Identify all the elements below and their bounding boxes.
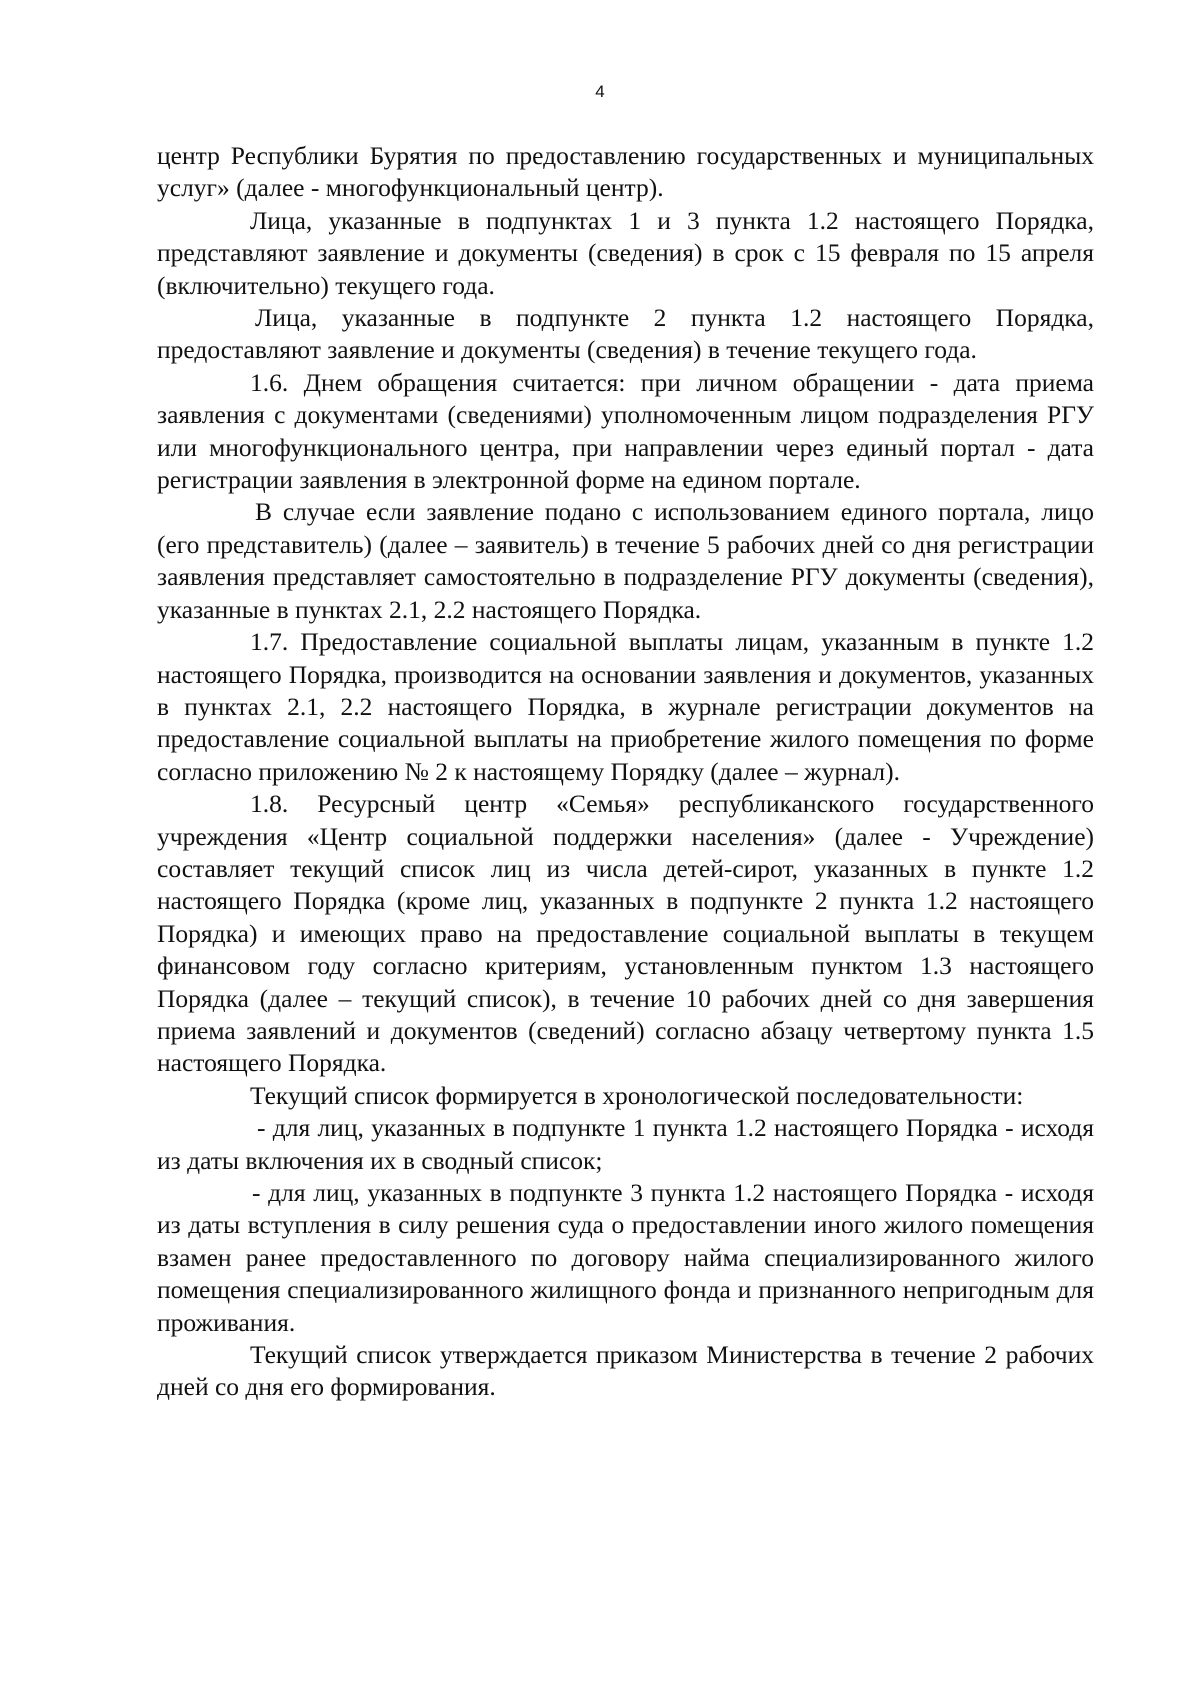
document-body xyxy=(157,140,1094,1404)
paragraph-1-8: 1.8. Ресурсный центр «Семья» республиканского государственного учреждения «Центр социальной поддержки населения» (далее - Учреждение) составляет текущий список лиц из числа детей-сирот, указанных в пункте 1.2 настоящего Порядка (кроме лиц, указанных в подпункте 2 пункта 1.2 настоящего Порядка) и имеющих право на предоставление социальной выплаты в текущем финансовом году согласно критериям, установленным пунктом 1.3 настоящего Порядка (далее – текущий список), в течение 10 рабочих дней со дня завершения приема заявлений и документов (сведений) согласно абзацу четвертому пункта 1.5 настоящего Порядка. xyxy=(157,789,1094,1078)
list-item-subpoint-3: - для лиц, указанных в подпункте 3 пункта 1.2 настоящего Порядка - исходя из даты вступления в силу решения суда о предоставлении иного жилого помещения взамен ранее предоставленного по договору найма специализированного жилого помещения специализированного жилищного фонда и признанного непригодным для проживания. xyxy=(157,1178,1094,1337)
paragraph-chronological-order: Текущий список формируется в хронологической последовательности: xyxy=(250,1080,1024,1110)
list-item-subpoint-1: - для лиц, указанных в подпункте 1 пункта 1.2 настоящего Порядка - исходя из даты включения их в сводный список; xyxy=(157,1113,1094,1175)
paragraph-portal-application: В случае если заявление подано с использованием единого портала, лицо (его представитель) (далее – заявитель) в течение 5 рабочих дней со дня регистрации заявления представляет самостоятельно в подразделение РГУ документы (сведения), указанные в пунктах 2.1, 2.2 настоящего Порядка. xyxy=(157,497,1094,624)
paragraph-mfc-continuation: центр Республики Бурятия по предоставлению государственных и муниципальных услуг» (далее - многофункциональный центр). xyxy=(157,141,1094,203)
paragraph-list-approval: Текущий список утверждается приказом Министерства в течение 2 рабочих дней со дня его формирования. xyxy=(157,1340,1094,1402)
paragraph-1-6: 1.6. Днем обращения считается: при личном обращении - дата приема заявления с документами (сведениями) уполномоченным лицом подразделения РГУ или многофункционального центра, при направлении через единый портал - дата регистрации заявления в электронной форме на едином портале. xyxy=(157,367,1094,495)
paragraph-1-7: 1.7. Предоставление социальной выплаты лицам, указанным в пункте 1.2 настоящего Порядка, производится на основании заявления и документов, указанных в пунктах 2.1, 2.2 настоящего Порядка, в журнале регистрации документов на предоставление социальной выплаты на приобретение жилого помещения по форме согласно приложению № 2 к настоящему Порядку (далее – журнал). xyxy=(157,627,1094,786)
paragraph-deadline-subpoint-2: Лица, указанные в подпункте 2 пункта 1.2 настоящего Порядка, предоставляют заявление и документы (сведения) в течение текущего года. xyxy=(157,303,1094,365)
page-number: 4 xyxy=(595,82,605,101)
paragraph-deadline-subpoints-1-3: Лица, указанные в подпунктах 1 и 3 пункта 1.2 настоящего Порядка, представляют заявление и документы (сведения) в срок с 15 февраля по 15 апреля (включительно) текущего года. xyxy=(157,205,1094,300)
